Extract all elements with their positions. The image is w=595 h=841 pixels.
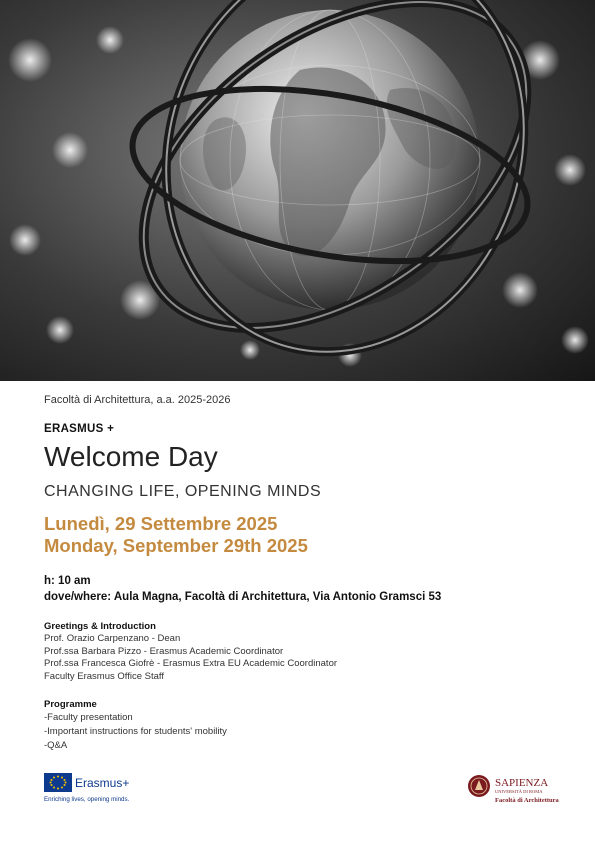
erasmus-plus-logo (44, 772, 164, 806)
hero-globe-photo (0, 0, 595, 381)
programme-section (44, 699, 564, 753)
greetings-item: Prof.ssa Francesca Giofrè - Erasmus Extra EU Academic Coordinator (44, 658, 338, 669)
erasmus-logo-tagline: Enriching lives, opening minds. (44, 796, 130, 803)
erasmus-logo-name: Erasmus+ (75, 776, 130, 790)
page-title: Welcome Day (44, 441, 218, 472)
sapienza-logo (466, 771, 576, 807)
event-dates (44, 513, 564, 557)
greetings-heading: Greetings & Introduction (44, 621, 156, 632)
greetings-item: Prof.ssa Barbara Pizzo - Erasmus Academic Coordinator (44, 645, 284, 657)
time-location (44, 573, 564, 605)
programme-heading: Programme (44, 699, 97, 710)
programme-item: -Q&A (44, 740, 68, 751)
greetings-section (44, 621, 564, 683)
greetings-item: Prof. Orazio Carpenzano - Dean (44, 633, 181, 644)
faculty-line: Facoltà di Architettura, a.a. 2025-2026 (44, 394, 231, 406)
globe-illustration (0, 0, 595, 381)
event-location: dove/where: Aula Magna, Facoltà di Architettura, Via Antonio Gramsci 53 (44, 591, 442, 603)
sapienza-sub: UNIVERSITÀ DI ROMA (495, 789, 543, 794)
greetings-item: Faculty Erasmus Office Staff (44, 670, 165, 682)
sapienza-faculty: Facoltà di Architettura (495, 797, 559, 804)
erasmus-label: ERASMUS + (44, 423, 115, 435)
tagline: CHANGING LIFE, OPENING MINDS (44, 483, 322, 500)
event-time: h: 10 am (44, 575, 91, 587)
date-english: Monday, September 29th 2025 (44, 535, 308, 556)
sapienza-name: SAPIENZA (495, 777, 549, 789)
date-italian: Lunedì, 29 Settembre 2025 (44, 513, 278, 534)
programme-item: -Important instructions for students' mobility (44, 726, 227, 737)
programme-item: -Faculty presentation (44, 712, 133, 723)
event-details (44, 393, 564, 753)
